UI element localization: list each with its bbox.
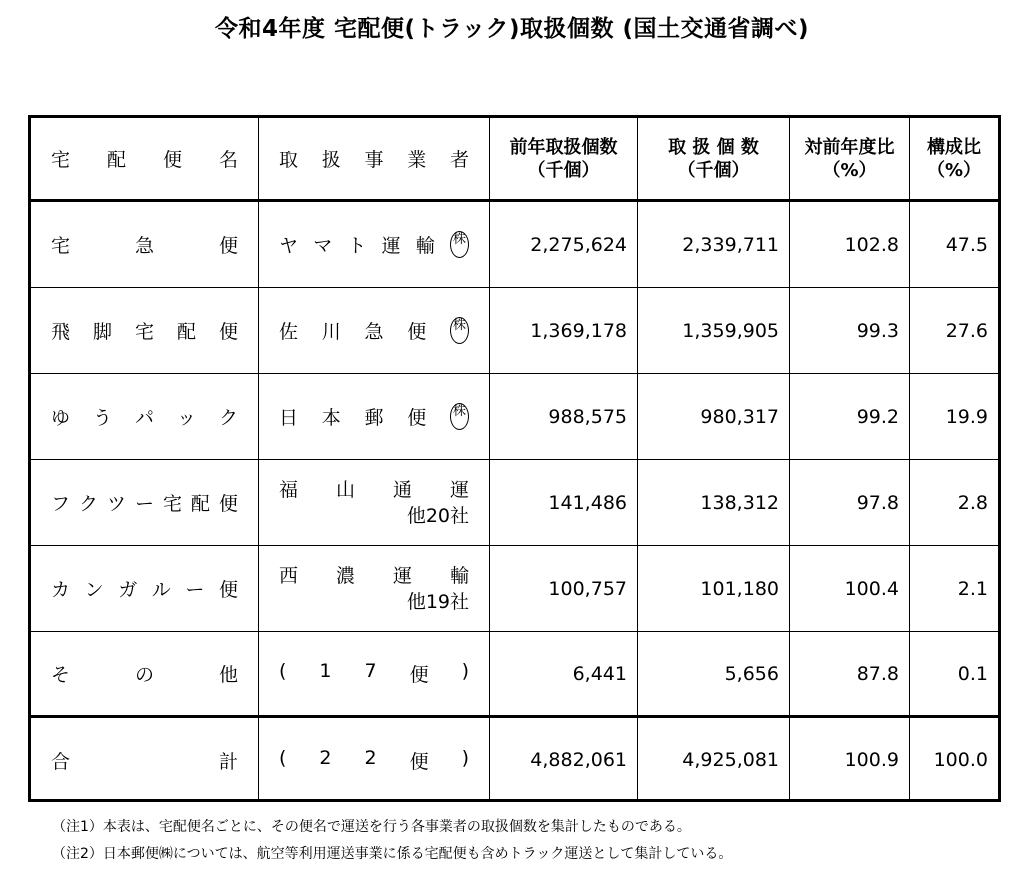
operator-cell: 西 濃 運 輸 他19社 [279,564,469,613]
share-value-cell: 19.9 [945,405,988,428]
operator-cell: 日 本 郵 便 株 [259,374,489,459]
operator-cell: 佐 川 急 便 株 [259,288,489,373]
header-cell-count: 取 扱 個 数 （千個） [668,136,759,181]
share-value-cell: 2.1 [957,577,988,600]
share-value-cell: 47.5 [945,233,988,256]
header-cell-service-name: 宅 配 便 名 [51,149,238,171]
share-value-cell: 27.6 [945,319,988,342]
yoy-value-cell: 100.4 [844,577,899,600]
current-value-cell: 138,312 [700,491,779,514]
header-cell-operator: 取 扱 事 業 者 [279,149,469,171]
current-value-cell: 101,180 [700,577,779,600]
share-value-cell: 0.1 [957,662,988,685]
footnote-1: （注1）本表は、宅配便名ごとに、その便名で運送を行う各事業者の取扱個数を集計したものである。 [52,819,691,835]
prev-value-cell: 141,486 [548,491,627,514]
table-row [31,202,998,288]
current-value-cell: 980,317 [700,405,779,428]
prev-value-cell: 988,575 [548,405,627,428]
yoy-value-cell: 100.9 [844,749,899,771]
footnote-2: （注2）日本郵便㈱については、航空等利用運送事業に係る宅配便も含めトラック運送として集計している。 [52,846,733,862]
yoy-value-cell: 99.2 [856,405,899,428]
service-name-cell: 飛 脚 宅 配 便 [51,321,238,343]
current-value-cell: 1,359,905 [682,319,779,342]
operator-note: 他20社 [406,504,469,527]
operator-cell: ( 2 2 便 ) [279,746,469,773]
header-cell-yoy: 対前年度比 （%） [804,136,895,181]
prev-value-cell: 6,441 [572,662,627,685]
footnotes [52,814,732,868]
header-cell-prev-count: 前年取扱個数 （千個） [509,136,618,181]
current-value-cell: 5,656 [724,662,779,685]
yoy-value-cell: 99.3 [856,319,899,342]
yoy-value-cell: 97.8 [856,491,899,514]
table-row [31,546,998,632]
table-row [31,460,998,546]
share-value-cell: 2.8 [957,491,988,514]
service-name-cell: ゆ う パ ッ ク [51,407,238,429]
operator-cell: ヤ マ ト 運 輸 株 [259,202,489,287]
service-name-cell: 宅 急 便 [51,235,238,257]
share-value-cell: 100.0 [933,749,988,771]
total-row [31,718,998,802]
current-value-cell: 2,339,711 [682,233,779,256]
current-value-cell: 4,925,081 [682,749,779,771]
operator-note: 他19社 [406,590,469,613]
table-row [31,374,998,460]
service-name-cell: 合 計 [51,750,238,773]
prev-value-cell: 100,757 [548,577,627,600]
corporation-mark: 株 [450,317,469,344]
page-title: 令和4年度 宅配便(トラック)取扱個数 (国土交通省調べ) [214,16,810,42]
corporation-mark: 株 [450,231,469,258]
prev-value-cell: 4,882,061 [530,749,627,771]
operator-cell: ( 1 7 便 ) [279,660,469,686]
service-name-cell: カ ン ガ ル ー 便 [51,579,238,601]
prev-value-cell: 2,275,624 [530,233,627,256]
prev-value-cell: 1,369,178 [530,319,627,342]
corporation-mark: 株 [450,403,469,430]
header-cell-share: 構成比 （%） [926,136,982,181]
yoy-value-cell: 87.8 [856,662,899,685]
delivery-table [28,115,1001,802]
service-name-cell: そ の 他 [51,664,238,686]
table-row [31,288,998,374]
table-row [31,632,998,718]
service-name-cell: フ ク ツ ー 宅 配 便 [51,493,238,515]
header-row [31,118,998,202]
operator-cell: 福 山 通 運 他20社 [279,478,469,527]
yoy-value-cell: 102.8 [844,233,899,256]
